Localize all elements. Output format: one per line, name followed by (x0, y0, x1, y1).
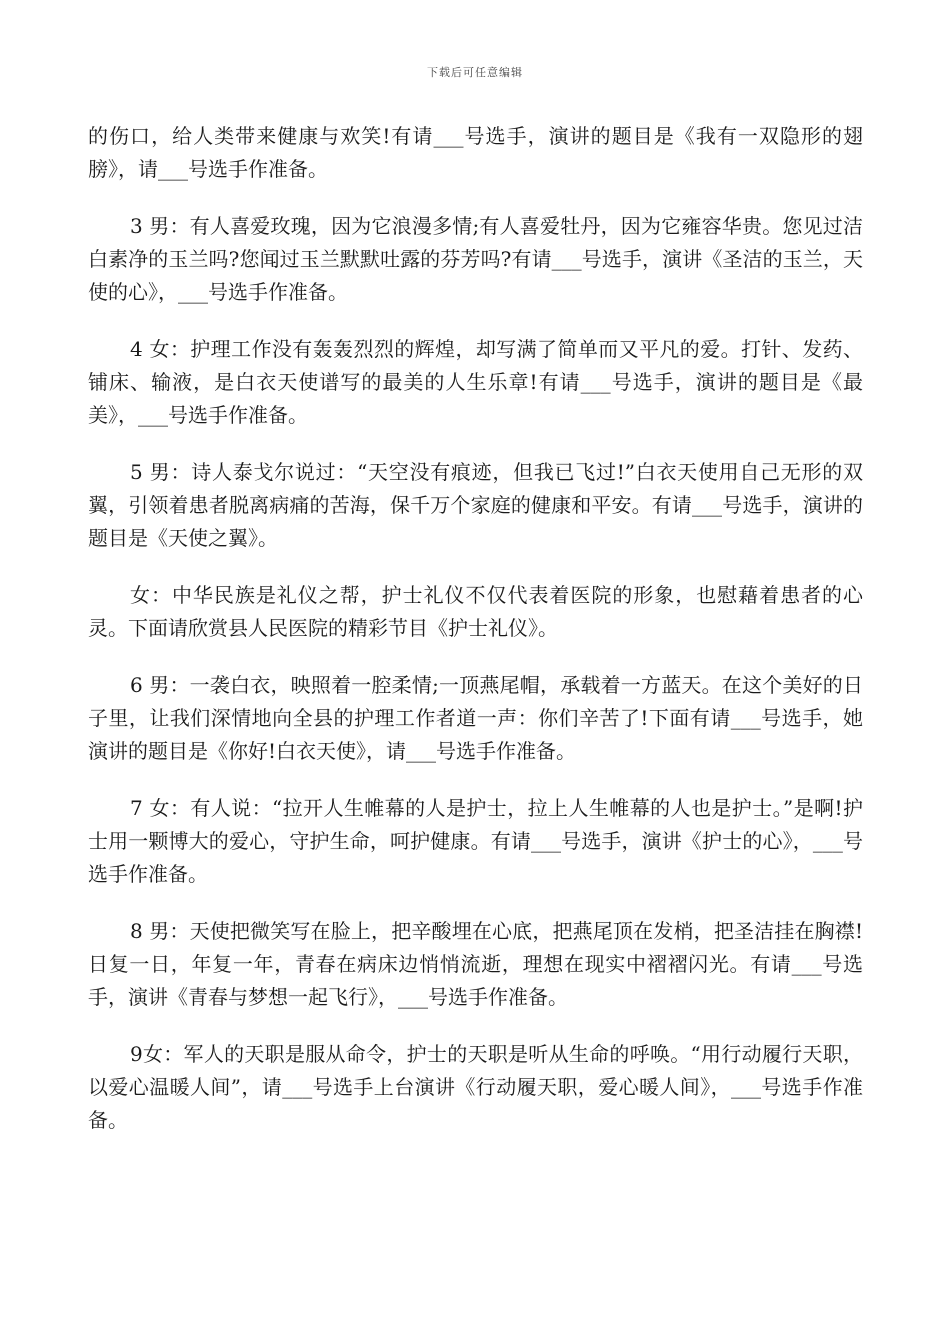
paragraph-9: 9女：军人的天职是服从命令，护士的天职是听从生命的呼唤。“用行动履行天职，以爱心温暖人间”，请___号选手上台演讲《行动履天职，爱心暖人间》，___号选手作准备。 (88, 1042, 863, 1132)
paragraph-6: 6 男：一袭白衣，映照着一腔柔情;一顶燕尾帽，承载着一方蓝天。在这个美好的日子里，让我们深情地向全县的护理工作者道一声：你们辛苦了!下面有请___号选手，她演讲的题目是《你好!白衣天使》，请___号选手作准备。 (88, 673, 863, 763)
page-header: 下载后可任意编辑 (427, 66, 523, 79)
paragraph-4: 4 女：护理工作没有轰轰烈烈的辉煌，却写满了简单而又平凡的爱。打针、发药、铺床、输液，是白衣天使谱写的最美的人生乐章!有请___号选手，演讲的题目是《最美》，___号选手作准备。 (88, 337, 863, 427)
paragraph-7: 7 女：有人说：“拉开人生帷幕的人是护士，拉上人生帷幕的人也是护士。”是啊!护士用一颗博大的爱心，守护生命，呵护健康。有请___号选手，演讲《护士的心》，___号选手作准备。 (88, 796, 863, 886)
document-body (88, 120, 863, 1161)
paragraph-3: 3 男：有人喜爱玫瑰，因为它浪漫多情;有人喜爱牡丹，因为它雍容华贵。您见过洁白素净的玉兰吗?您闻过玉兰默默吐露的芬芳吗?有请___号选手，演讲《圣洁的玉兰，天使的心》，___号选手作准备。 (88, 214, 863, 304)
paragraph-8: 8 男：天使把微笑写在脸上，把辛酸埋在心底，把燕尾顶在发梢，把圣洁挂在胸襟!日复一日，年复一年，青春在病床边悄悄流逝，理想在现实中褶褶闪光。有请___号选手，演讲《青春与梦想一起飞行》，___号选手作准备。 (88, 919, 863, 1009)
paragraph-continuation: 的伤口，给人类带来健康与欢笑!有请___号选手，演讲的题目是《我有一双隐形的翅膀》，请___号选手作准备。 (88, 124, 863, 181)
paragraph-5: 5 男：诗人泰戈尔说过：“天空没有痕迹，但我已飞过!”白衣天使用自己无形的双翼，引领着患者脱离病痛的苦海，保千万个家庭的健康和平安。有请___号选手，演讲的题目是《天使之翼》。 (88, 460, 863, 550)
paragraph-etiquette: 女：中华民族是礼仪之帮，护士礼仪不仅代表着医院的形象，也慰藉着患者的心灵。下面请欣赏县人民医院的精彩节目《护士礼仪》。 (88, 583, 863, 640)
